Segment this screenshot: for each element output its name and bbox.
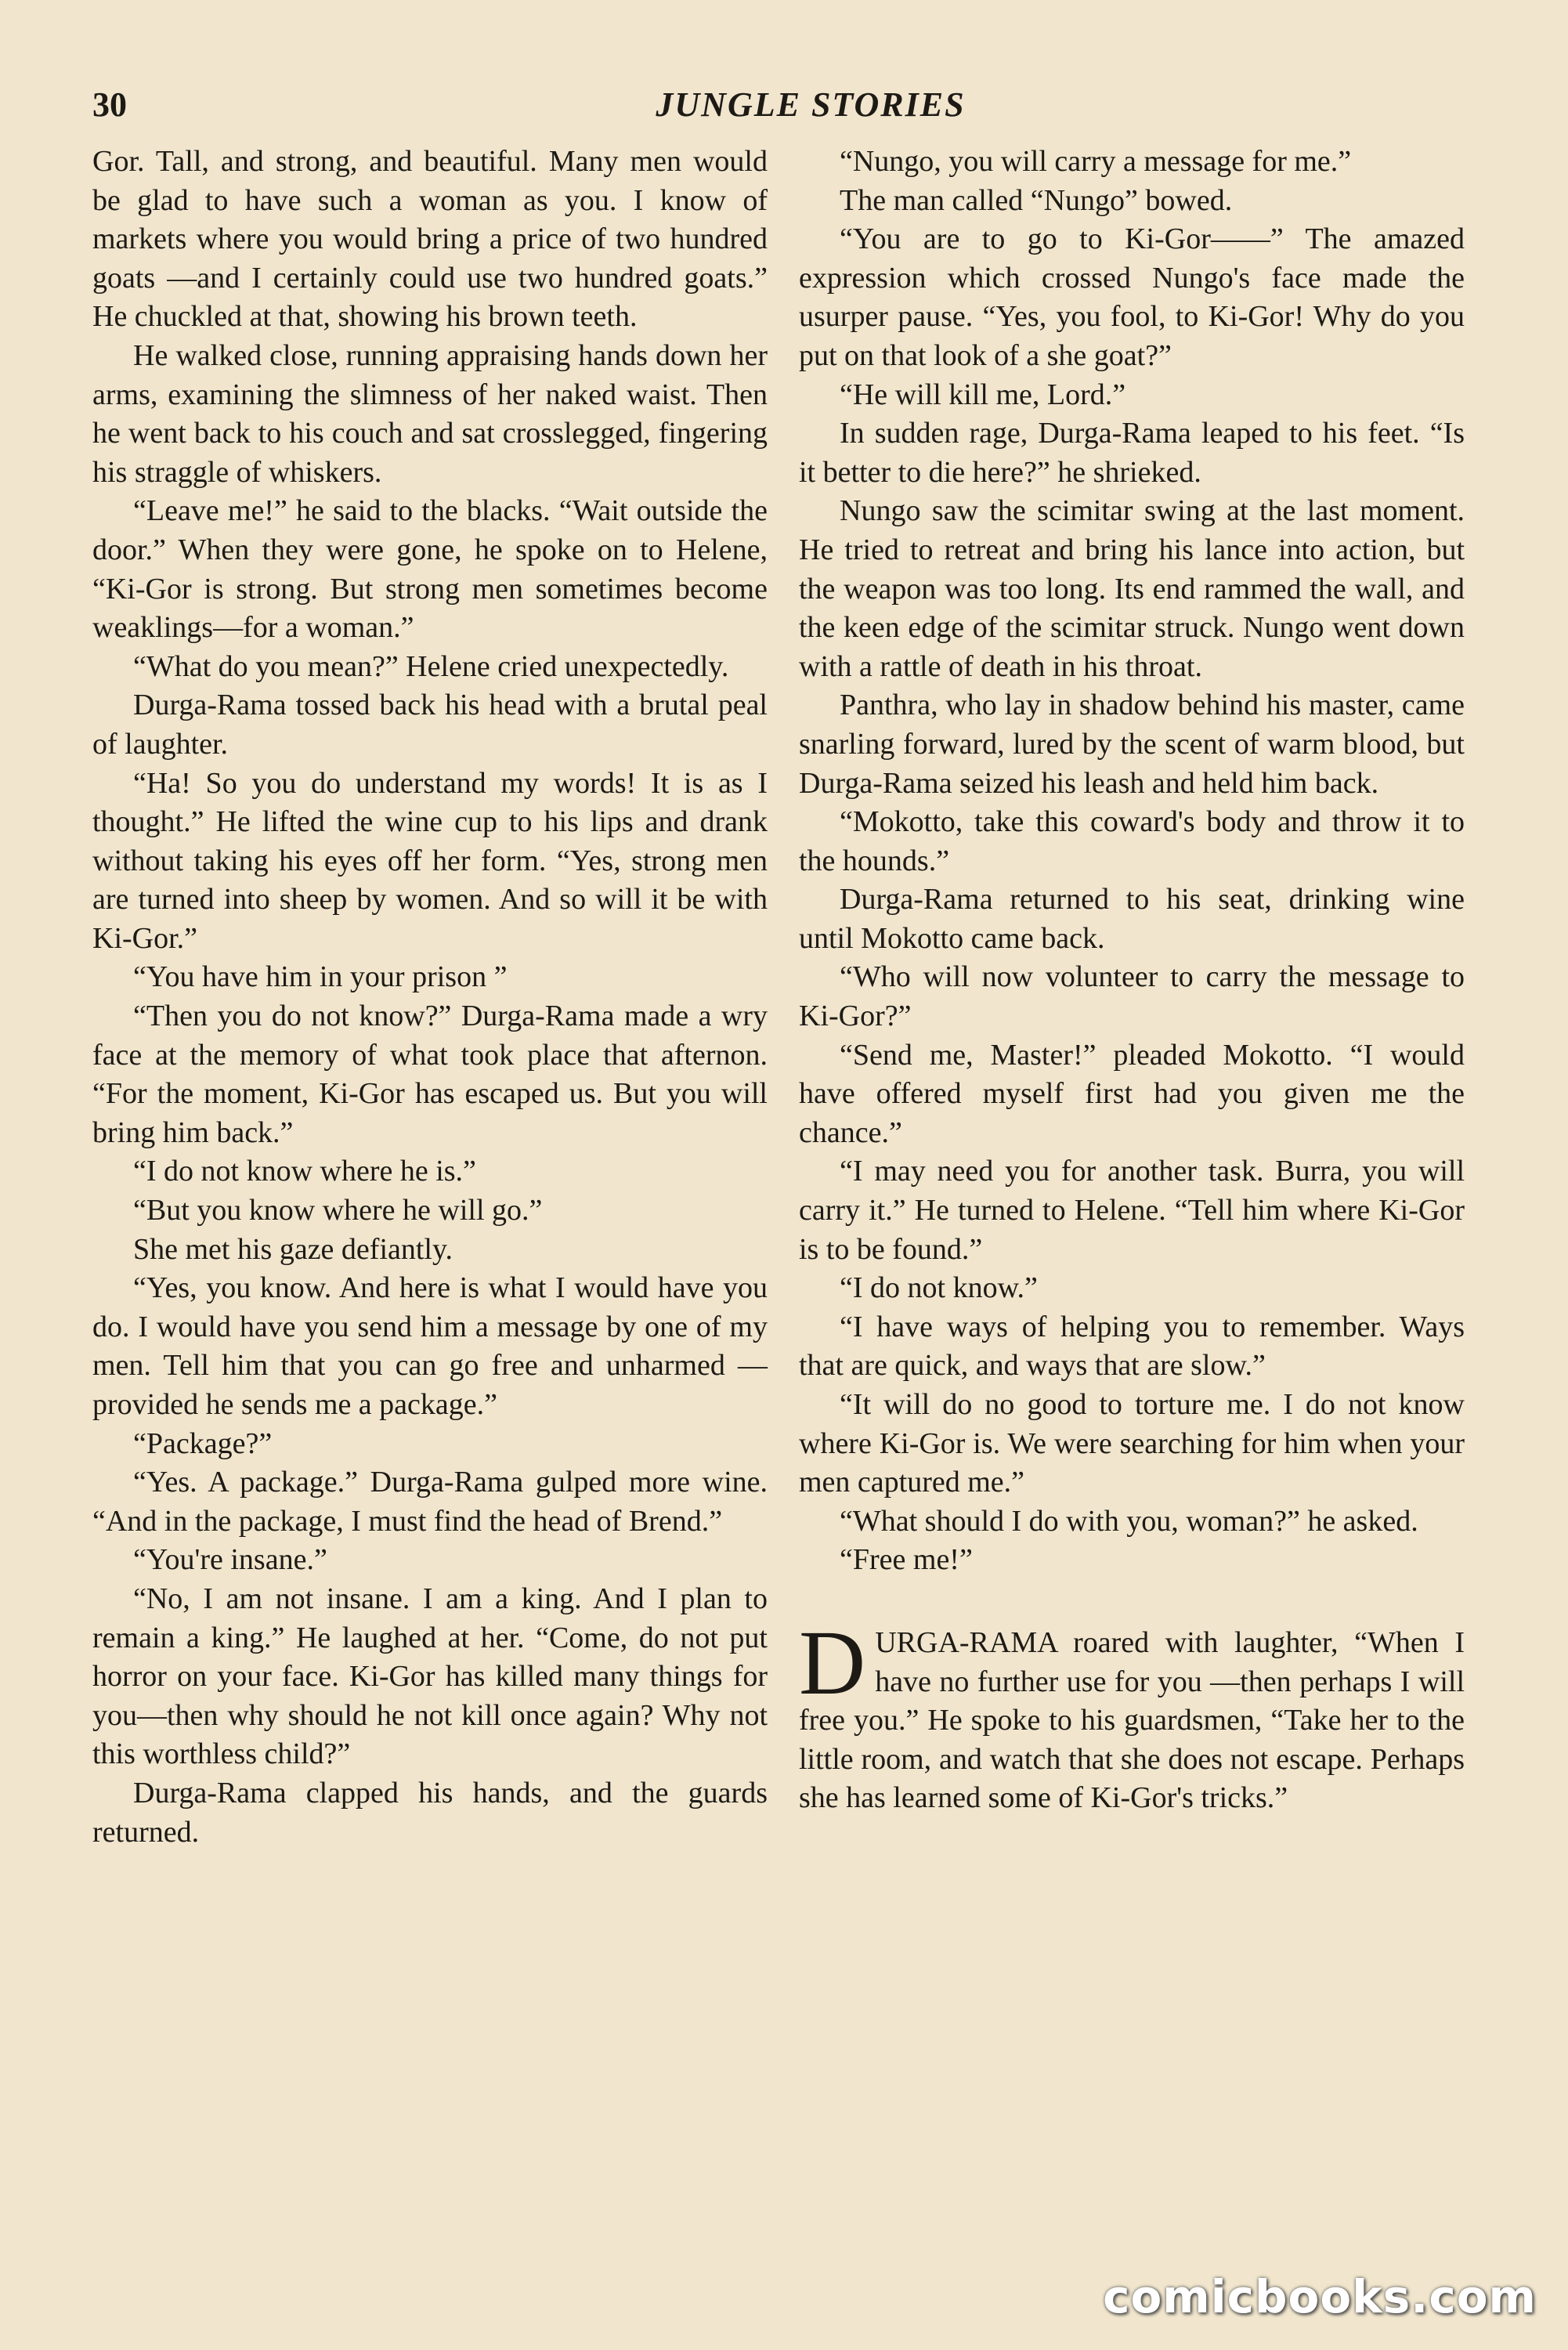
paragraph: “You're insane.”: [133, 1543, 327, 1577]
paragraph: “Free me!”: [840, 1543, 973, 1577]
paragraph: “Package?”: [133, 1426, 273, 1460]
paragraph: “Ha! So you do understand my words! It is as I thought.” He lifted the wine cup to his lips and drank without taking his eyes off her form. “Yes, strong men are turned into sheep by women. And so will it be with Ki-Gor.”: [92, 766, 768, 955]
paragraph: “No, I am not insane. I am a king. And I plan to remain a king.” He laughed at her. “Come, do not put horror on your face. Ki-Gor has killed many things for you—then why should he not kill once again? Why not this worthless child?”: [92, 1582, 768, 1771]
paragraph: “What do you mean?” Helene cried unexpectedly.: [133, 649, 729, 683]
paragraph: “Yes, you know. And here is what I would have you do. I would have you send him a message by one of my men. Tell him that you can go free and unharmed —provided he sends me a package.”: [92, 1271, 768, 1421]
paragraph: “You have him in your prison ”: [133, 960, 508, 994]
watermark: comicbooks.com: [1103, 2270, 1537, 2323]
dropcap-paragraph-text: URGA-RAMA roared with laughter, “When I have no further use for you —then perhaps I will free you.” He spoke to his guardsmen, “Take her to the little room, and watch that she does not escape. Perhaps she has learned some of Ki-Gor's tricks.”: [799, 1625, 1465, 1815]
paragraph: “I do not know.”: [840, 1271, 1038, 1305]
paragraph: “I do not know where he is.”: [133, 1155, 476, 1188]
paragraph: “I may need you for another task. Burra, you will carry it.” He turned to Helene. “Tell him where Ki-Gor is to be found.”: [799, 1155, 1465, 1266]
paragraph: “You are to go to Ki-Gor——” The amazed expression which crossed Nungo's face made the usurper pause. “Yes, you fool, to Ki-Gor! Why do you put on that look of a she goat?”: [799, 222, 1465, 372]
dropcap-paragraph: [799, 1611, 1465, 1818]
paragraph: “But you know where he will go.”: [133, 1194, 543, 1227]
paragraph: “Nungo, you will carry a message for me.”: [840, 145, 1352, 178]
paragraph: “I have ways of helping you to remember. Ways that are quick, and ways that are slow.”: [799, 1310, 1465, 1383]
page-number: 30: [92, 85, 127, 124]
running-title: JUNGLE STORIES: [656, 85, 966, 124]
paragraph: Durga-Rama clapped his hands, and the guards returned.: [92, 1776, 768, 1849]
paragraph: Durga-Rama tossed back his head with a brutal peal of laughter.: [92, 689, 768, 761]
paragraph: Panthra, who lay in shadow behind his master, came snarling forward, lured by the scent of warm blood, but Durga-Rama seized his leash and held him back.: [799, 689, 1465, 800]
drop-cap: D: [799, 1611, 866, 1714]
paragraph: The man called “Nungo” bowed.: [840, 183, 1233, 217]
paragraph: He walked close, running appraising hands down her arms, examining the slimness of her naked waist. Then he went back to his couch and sat crosslegged, fingering his straggle of whiskers.: [92, 338, 768, 489]
paragraph: “He will kill me, Lord.”: [840, 378, 1126, 411]
paragraph: “Who will now volunteer to carry the message to Ki-Gor?”: [799, 960, 1465, 1033]
paragraph: Nungo saw the scimitar swing at the last moment. He tried to retreat and bring his lance into action, but the weapon was too long. Its end rammed the wall, and the keen edge of the scimitar struck. Nungo went down with a rattle of death in his throat.: [799, 494, 1465, 683]
right-column: [799, 143, 1465, 1818]
paragraph: “What should I do with you, woman?” he asked.: [840, 1504, 1418, 1538]
page-header: [92, 85, 1482, 139]
paragraph: “Yes. A package.” Durga-Rama gulped more wine. “And in the package, I must find the head of Brend.”: [92, 1466, 768, 1538]
paragraph: “Leave me!” he said to the blacks. “Wait outside the door.” When they were gone, he spoke on to Helene, “Ki-Gor is strong. But strong men sometimes become weaklings—for a woman.”: [92, 494, 768, 645]
paragraph: “It will do no good to torture me. I do not know where Ki-Gor is. We were searching for him when your men captured me.”: [799, 1388, 1465, 1499]
paragraph: Gor. Tall, and strong, and beautiful. Many men would be glad to have such a woman as you. I know of markets where you would bring a price of two hundred goats —and I certainly could use two hundred goats.” He chuckled at that, showing his brown teeth.: [92, 145, 768, 334]
left-column: [92, 143, 768, 1852]
paragraph: “Send me, Master!” pleaded Mokotto. “I would have offered myself first had you given me the chance.”: [799, 1038, 1465, 1149]
paragraph: In sudden rage, Durga-Rama leaped to his feet. “Is it better to die here?” he shrieked.: [799, 417, 1465, 489]
paragraph: “Mokotto, take this coward's body and throw it to the hounds.”: [799, 805, 1465, 877]
paragraph: She met his gaze defiantly.: [133, 1232, 453, 1266]
paragraph: “Then you do not know?” Durga-Rama made a wry face at the memory of what took place that afternon. “For the moment, Ki-Gor has escaped us. But you will bring him back.”: [92, 1000, 768, 1149]
paragraph: Durga-Rama returned to his seat, drinking wine until Mokotto came back.: [799, 883, 1465, 955]
